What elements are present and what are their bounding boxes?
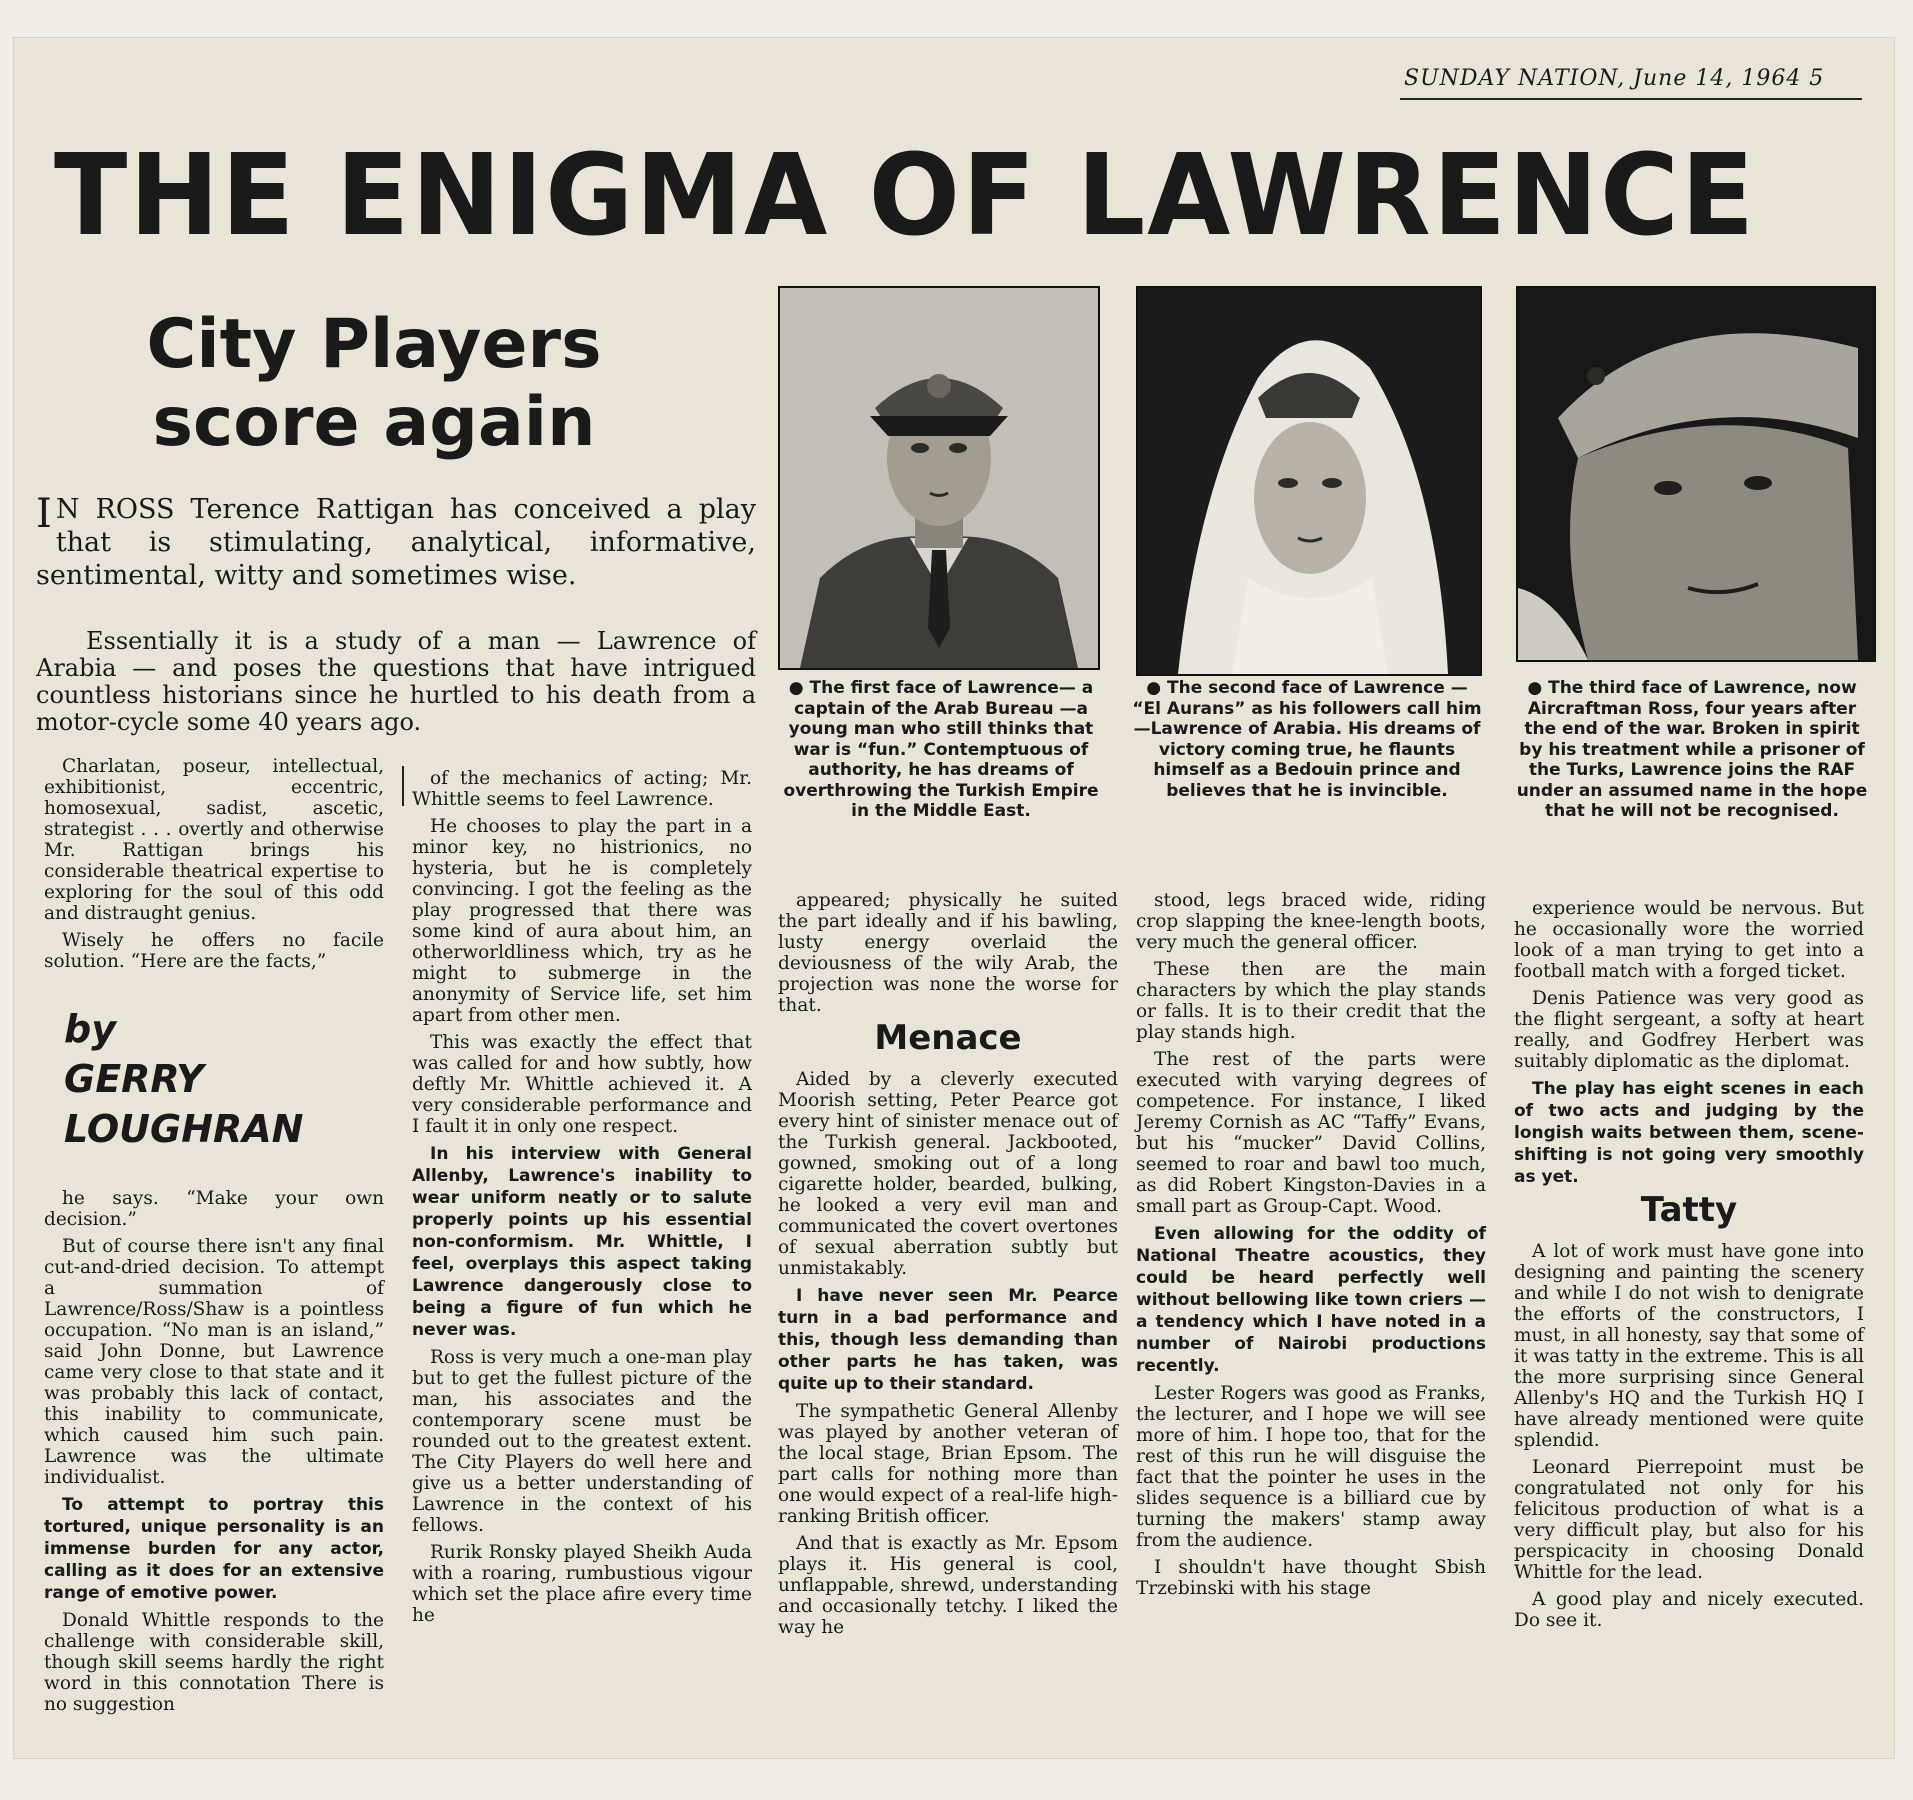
paragraph: A lot of work must have gone into designing and painting the scenery and while I do not wish to denigrate the efforts of the constructors, I must, in all honesty, say that some of it was tatty in the extreme. This is all the more surprising since General Allenby's HQ and the Turkish HQ I have already mentioned were quite splendid. <box>1514 1241 1864 1451</box>
column-c <box>778 890 1118 1644</box>
photo-aircraftman-ross <box>1516 286 1876 662</box>
paragraph: This was exactly the effect that was called for and how subtly, how deftly Mr. Whittle achieved it. A very considerable performance and I fault it in only one respect. <box>412 1032 752 1137</box>
paragraph: appeared; physically he suited the part ideally and if his bawling, lusty energy overlaid the deviousness of the wily Arab, the projection was none the worse for that. <box>778 890 1118 1016</box>
paragraph: Ross is very much a one-man play but to get the fullest picture of the man, his associates and the contemporary scene must be rounded out to the greatest extent. The City Players do well here and give us a better understanding of Lawrence in the context of his fellows. <box>412 1347 752 1536</box>
column-rule <box>402 766 404 806</box>
paragraph: Donald Whittle responds to the challenge with considerable skill, though skill seems hardly the right word in this connotation There is no suggestion <box>44 1610 384 1715</box>
paragraph: Aided by a cleverly executed Moorish setting, Peter Pearce got every hint of sinister menace out of the Turkish general. Jackbooted, gowned, smoking out of a long cigarette holder, bearded, bulking, he looked a very evil man and communicated the covert overtones of sexual aberration subtly but unmistakably. <box>778 1069 1118 1279</box>
section-heading-tatty: Tatty <box>1640 1190 1738 1230</box>
byline <box>64 1004 364 1154</box>
caption-third-face: ● The third face of Lawrence, now Aircraftman Ross, four years after the end of the war. Broken in spirit by his treatment while a prisoner of the Turks, Lawrence joins the RAF under an assumed name in the hope that he will not be recognised. <box>1516 678 1868 821</box>
paragraph: he says. “Make your own decision.” <box>44 1188 384 1230</box>
photo-lawrence-bedouin <box>1136 286 1482 676</box>
officer-portrait-image <box>780 288 1098 668</box>
subhead-line-1: City Players <box>146 305 602 384</box>
paragraph: He chooses to play the part in a minor key, no histrionics, no hysteria, but he is completely convincing. I got the feeling as the play progressed that there was some kind of aura about him, an otherworldliness which, try as he might to submerge in the anonymity of Service life, set him apart from other men. <box>412 816 752 1026</box>
byline-first-name: GERRY <box>64 1057 204 1101</box>
paragraph: I shouldn't have thought Sbish Trzebinski with his stage <box>1136 1557 1486 1599</box>
photo-lawrence-officer <box>778 286 1100 670</box>
drop-cap: I <box>36 491 52 537</box>
newspaper-clipping <box>14 38 1894 1758</box>
bold-paragraph: Even allowing for the oddity of National Theatre acoustics, they could be heard perfectly well without bellowing like town criers — a tendency which I have noted in a number of Nairobi productions recently. <box>1136 1224 1486 1376</box>
column-a-top <box>44 756 384 978</box>
paragraph: The rest of the parts were executed with varying degrees of competence. For instance, I liked Jeremy Cornish as AC “Taffy” Evans, but his “mucker” David Collins, seemed to roar and bawl too much, as did Robert Kingston-Davies in a small part as Group-Capt. Wood. <box>1136 1049 1486 1217</box>
masthead: SUNDAY NATION, June 14, 1964 5 <box>1404 66 1825 91</box>
lead-paragraph <box>36 493 756 592</box>
column-b <box>412 768 752 1632</box>
byline-last-name: LOUGHRAN <box>64 1107 304 1151</box>
aircraftman-portrait-image <box>1518 288 1874 660</box>
headline: THE ENIGMA OF LAWRENCE <box>54 131 1757 261</box>
bedouin-portrait-image <box>1138 288 1480 674</box>
paragraph: stood, legs braced wide, riding crop slapping the knee-length boots, very much the general officer. <box>1136 890 1486 953</box>
subheadline <box>74 306 674 462</box>
paragraph: of the mechanics of acting; Mr. Whittle seems to feel Lawrence. <box>412 768 752 810</box>
caption-first-face: ● The first face of Lawrence— a captain of the Arab Bureau —a young man who still thinks that war is “fun.” Contemptuous of authority, he has dreams of overthrowing the Turkish Empire in the Middle East. <box>783 678 1099 821</box>
paragraph: experience would be nervous. But he occasionally wore the worried look of a man trying to get into a football match with a forged ticket. <box>1514 898 1864 982</box>
byline-by: by <box>64 1007 116 1051</box>
paragraph: Lester Rogers was good as Franks, the lecturer, and I hope we will see more of him. I hope too, that for the rest of this run he will disguise the fact that the pointer he uses in the slides sequence is a billiard cue by turning the makers' stamp away from the audience. <box>1136 1383 1486 1551</box>
column-d <box>1136 890 1486 1605</box>
paragraph: And that is exactly as Mr. Epsom plays it. His general is cool, unflappable, shrewd, understanding and occasionally tetchy. I liked the way he <box>778 1533 1118 1638</box>
paragraph: A good play and nicely executed. Do see it. <box>1514 1589 1864 1631</box>
section-heading-menace: Menace <box>874 1018 1022 1058</box>
paragraph: But of course there isn't any final cut-and-dried decision. To attempt a summation of Lawrence/Ross/Shaw is a pointless occupation. “No man is an island,” said John Donne, but Lawrence came very close to that state and it was probably this lack of contact, this inability to communicate, which caused him such pain. Lawrence was the ultimate individualist. <box>44 1236 384 1488</box>
paragraph: Leonard Pierrepoint must be congratulated not only for his felicitous production of what is a very difficult play, but also for his perspicacity in choosing Donald Whittle for the lead. <box>1514 1457 1864 1583</box>
paragraph: Rurik Ronsky played Sheikh Auda with a roaring, rumbustious vigour which set the place afire every time he <box>412 1542 752 1626</box>
bold-paragraph: The play has eight scenes in each of two acts and judging by the longish waits between them, scene-shifting is not going very smoothly as yet. <box>1514 1079 1864 1187</box>
caption-second-face: ● The second face of Lawrence — “El Aurans” as his followers call him—Lawrence of Arabia. His dreams of victory coming true, he flaunts himself as a Bedouin prince and believes that he is invincible. <box>1132 678 1482 801</box>
subhead-line-2: score again <box>152 383 596 462</box>
column-e <box>1514 898 1864 1637</box>
lead-text: N ROSS Terence Rattigan has conceived a play that is stimulating, analytical, informative, sentimental, witty and sometimes wise. <box>36 494 756 591</box>
paragraph: Wisely he offers no facile solution. “Here are the facts,” <box>44 930 384 972</box>
bold-paragraph: To attempt to portray this tortured, unique personality is an immense burden for any actor, calling as it does for an extensive range of emotive power. <box>44 1495 384 1603</box>
paragraph: The sympathetic General Allenby was played by another veteran of the local stage, Brian Epsom. The part calls for nothing more than one would expect of a real-life high-ranking British officer. <box>778 1401 1118 1527</box>
paragraph: These then are the main characters by which the play stands or falls. It is to their credit that the play stands high. <box>1136 959 1486 1043</box>
bold-paragraph: I have never seen Mr. Pearce turn in a bad performance and this, though less demanding than other parts he has taken, was quite up to their standard. <box>778 1286 1118 1394</box>
paragraph: Denis Patience was very good as the flight sergeant, a softy at heart really, and Godfrey Herbert was suitably diplomatic as the diplomat. <box>1514 988 1864 1072</box>
paragraph: Charlatan, poseur, intellectual, exhibitionist, eccentric, homosexual, sadist, ascetic, strategist . . . overtly and otherwise Mr. Rattigan brings his considerable theatrical expertise to exploring for the soul of this odd and distraught genius. <box>44 756 384 924</box>
bold-paragraph: In his interview with General Allenby, Lawrence's inability to wear uniform neatly or to salute properly points up his essential non-conformism. Mr. Whittle, I feel, overplays this aspect taking Lawrence dangerously close to being a figure of fun which he never was. <box>412 1144 752 1340</box>
column-a-bottom <box>44 1188 384 1721</box>
masthead-rule <box>1400 98 1862 100</box>
second-paragraph: Essentially it is a study of a man — Lawrence of Arabia — and poses the questions that have intrigued countless historians since he hurtled to his death from a motor-cycle some 40 years ago. <box>36 627 756 736</box>
